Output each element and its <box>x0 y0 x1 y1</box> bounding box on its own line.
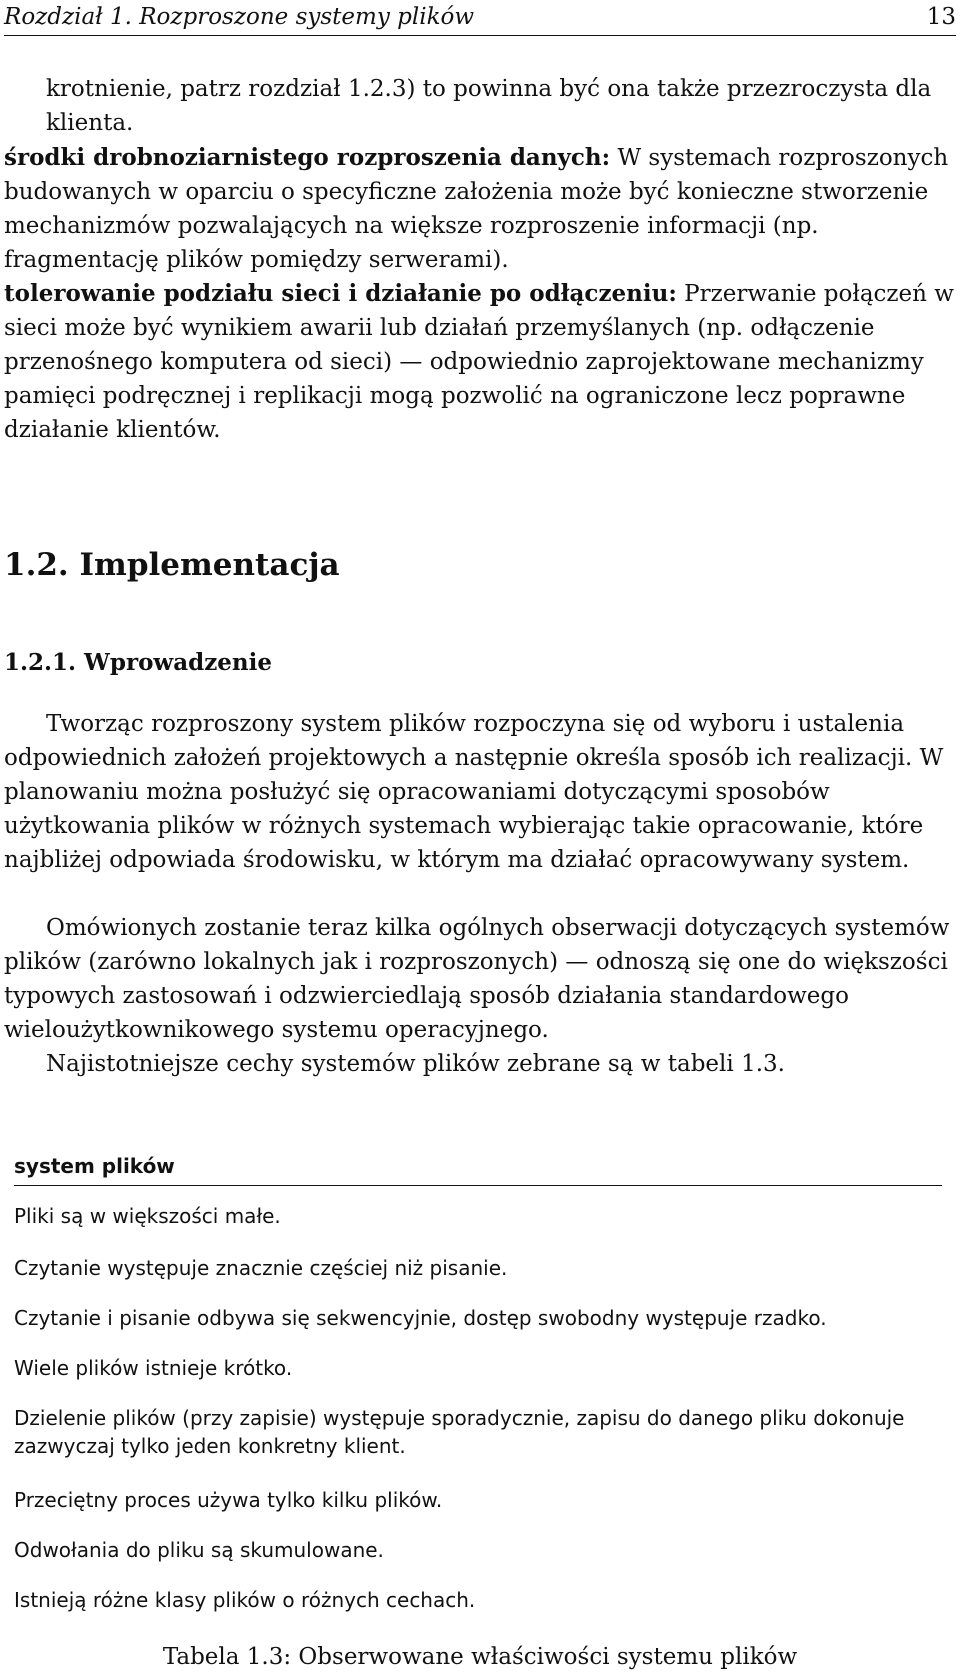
chapter-title: Rozdział 1. Rozproszone systemy plików <box>4 4 475 30</box>
paragraph-introduction: Tworząc rozproszony system plików rozpoczyna się od wyboru i ustalenia odpowiednich założeń projektowych a następnie określa sposób ich realizacji. W planowaniu można posłużyć się opracowaniami dotyczącymi sposobów użytkowania plików w różnych systemach wybierając takie opracowanie, które najbliżej odpowiada środowisku, w którym ma działać opracowywany system. <box>4 711 944 873</box>
table-row: Czytanie występuje znacznie częściej niż pisanie. <box>14 1256 508 1280</box>
page-header <box>4 2 956 36</box>
file-system-properties-table <box>14 1152 942 1612</box>
list-item-term: tolerowanie podziału sieci i działanie po odłączeniu: <box>4 280 677 307</box>
section-heading: 1.2. Implementacja <box>4 547 340 583</box>
list-item-text: Przerwanie połączeń w sieci może być wynikiem awarii lub działań przemyślanych (np. odłączenie przenośnego komputera od sieci) — odpowiednio zaprojektowane mechanizmy pamięci podręcznej i replikacji mogą pozwolić na ograniczone lecz poprawne działanie klientów. <box>4 281 954 443</box>
subsection-heading: 1.2.1. Wprowadzenie <box>4 649 272 676</box>
list-item-term: środki drobnoziarnistego rozproszenia danych: <box>4 144 611 171</box>
paragraph-observations: Omówionych zostanie teraz kilka ogólnych obserwacji dotyczących systemów plików (zarówno lokalnych jak i rozproszonych) — odnoszą się one do większości typowych zastosowań i odzwierciedlają sposób działania standardowego wieloużytkownikowego systemu operacyjnego. <box>4 915 950 1043</box>
table-row: Istnieją różne klasy plików o różnych cechach. <box>14 1588 476 1612</box>
table-row: Wiele plików istnieje krótko. <box>14 1356 293 1380</box>
list-item-fine-grained-distribution <box>4 141 956 277</box>
list-item-partition-tolerance <box>4 277 956 447</box>
list-item-text: W systemach rozproszonych budowanych w oparciu o specyficzne założenia może być konieczne stworzenie mechanizmów pozwalających na większe rozproszenie informacji (np. fragmentację plików pomiędzy serwerami). <box>4 145 949 273</box>
table-caption: Tabela 1.3: Obserwowane właściwości systemu plików <box>162 1644 798 1670</box>
list-item-text: krotnienie, patrz rozdział 1.2.3) to powinna być ona także przezroczysta dla klienta. <box>46 76 932 136</box>
paragraph-table-reference: Najistotniejsze cechy systemów plików zebrane są w tabeli 1.3. <box>46 1051 785 1077</box>
table-row: Odwołania do pliku są skumulowane. <box>14 1538 384 1562</box>
page-number: 13 <box>926 4 956 30</box>
table-row: Czytanie i pisanie odbywa się sekwencyjnie, dostęp swobodny występuje rzadko. <box>14 1306 827 1330</box>
table-row: Przeciętny proces używa tylko kilku plików. <box>14 1488 443 1512</box>
table-header: system plików <box>14 1152 942 1186</box>
table-row: Pliki są w większości małe. <box>14 1204 281 1228</box>
table-row: Dzielenie plików (przy zapisie) występuje sporadycznie, zapisu do danego pliku dokonuje zazwyczaj tylko jeden konkretny klient. <box>14 1406 905 1458</box>
list-item-continuation <box>4 72 956 140</box>
